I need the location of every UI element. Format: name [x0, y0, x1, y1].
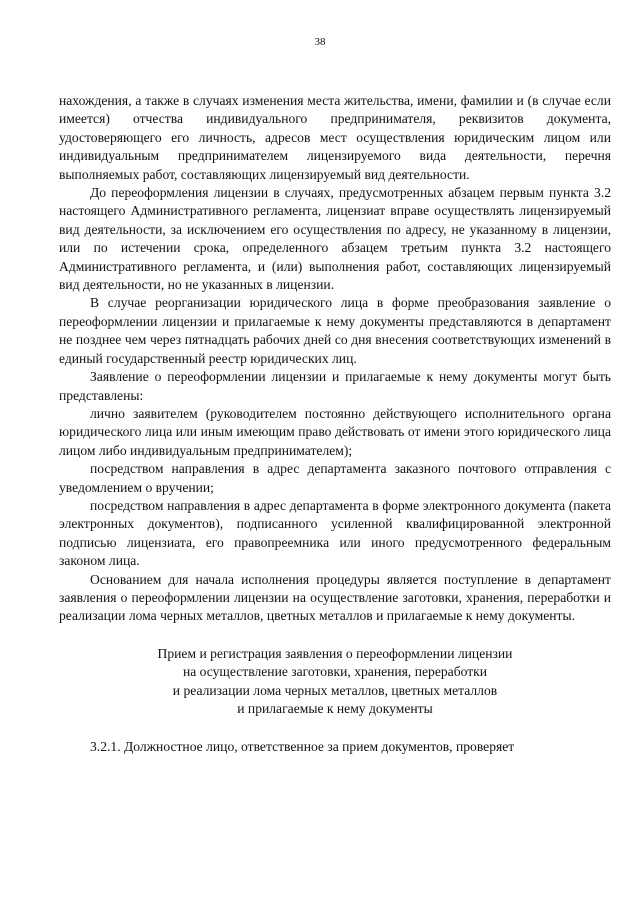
- heading-line: Прием и регистрация заявления о переоформлении лицензии: [157, 645, 513, 661]
- list-item: посредством направления в адрес департамента заказного почтового отправления с уведомлением о вручении;: [59, 461, 611, 495]
- heading-line: на осуществление заготовки, хранения, переработки: [182, 664, 488, 680]
- document-body: [59, 92, 611, 757]
- list-item: посредством направления в адрес департамента в форме электронного документа (пакета электронных документов), подписанного усиленной квалифицированной электронной подписью лицензиата, его правопреемника или иного предусмотренного федеральным законом лица.: [59, 497, 611, 569]
- heading-line: и реализации лома черных металлов, цветных металлов: [172, 682, 498, 698]
- paragraph: В случае реорганизации юридического лица в форме преобразования заявление о переоформлении лицензии и прилагаемые к нему документы представляются в департамент не позднее чем через пятнадцать рабочих дней со дня внесения соответствующих изменений в единый государственный реестр юридических лиц.: [59, 295, 611, 366]
- paragraph-3-2-1: 3.2.1. Должностное лицо, ответственное за прием документов, проверяет: [90, 739, 515, 755]
- page-number: 38: [314, 36, 326, 48]
- list-item: лично заявителем (руководителем постоянно действующего исполнительного органа юридического лица или иным имеющим право действовать от имени этого юридического лица лицом либо индивидуальным предпринимателем);: [59, 405, 611, 458]
- paragraph: До переоформления лицензии в случаях, предусмотренных абзацем первым пункта 3.2 настоящего Административного регламента, лицензиат вправе осуществлять лицензируемый вид деятельности, за исключением его осуществления по адресу, не указанному в лицензии, или по истечении срока, определенного абзацем третьим пункта 3.2 настоящего Административного регламента, и (или) выполнения работ, составляющих лицензируемый вид деятельности, но не указанных в лицензии.: [59, 185, 611, 293]
- paragraph: Заявление о переоформлении лицензии и прилагаемые к нему документы могут быть представлены:: [59, 369, 611, 403]
- heading-line: и прилагаемые к нему документы: [237, 701, 433, 716]
- section-heading: [59, 645, 611, 719]
- paragraph: нахождения, а также в случаях изменения места жительства, имени, фамилии и (в случае если имеется) отчества индивидуального предпринимателя, реквизитов документа, удостоверяющего его личность, адресов мест осуществления юридическим лицом или индивидуальным предпринимателем лицензируемого вида деятельности, перечня выполняемых работ, составляющих лицензируемый вид деятельности.: [59, 93, 611, 182]
- paragraph: Основанием для начала исполнения процедуры является поступление в департамент заявления о переоформлении лицензии на осуществление заготовки, хранения, переработки и реализации лома черных металлов, цветных металлов и прилагаемые к нему документы.: [59, 571, 611, 624]
